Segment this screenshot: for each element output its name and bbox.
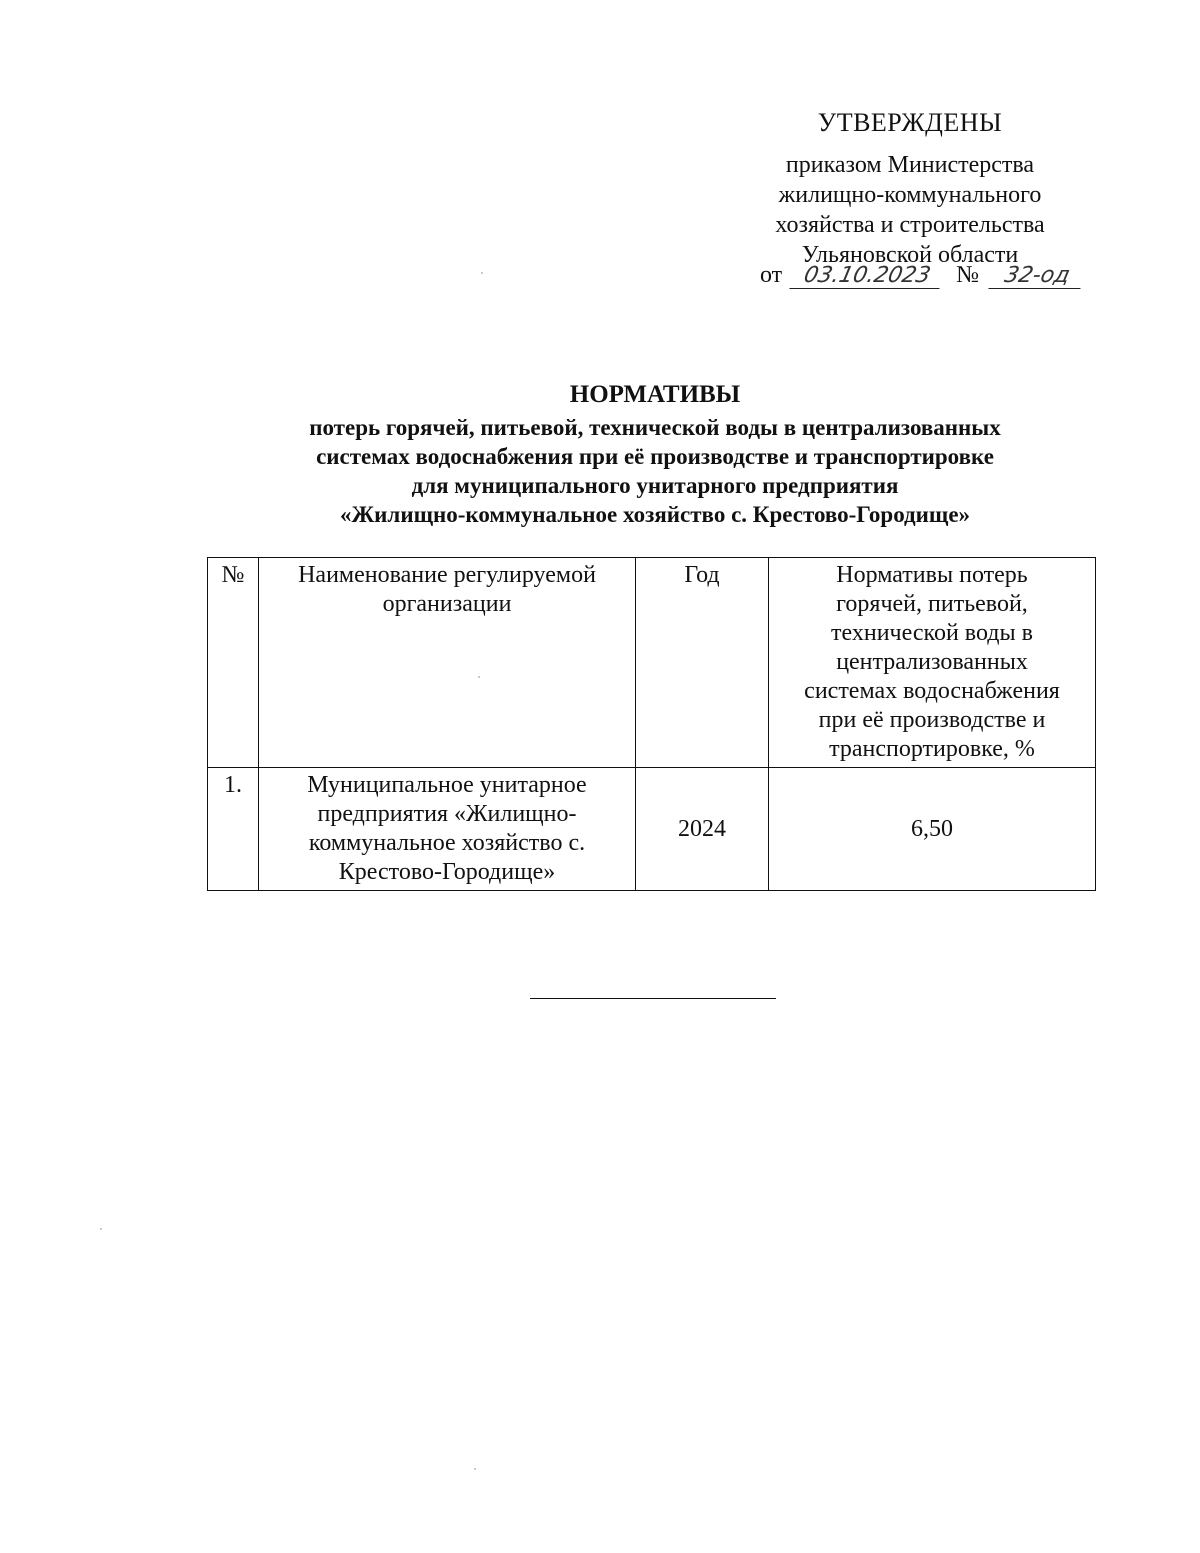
title-line: «Жилищно-коммунальное хозяйство с. Крестово-Городище»	[339, 502, 971, 527]
header-norm-line: централизованных	[836, 649, 1028, 675]
header-name-line: Наименование регулируемой	[298, 562, 596, 588]
header-norm-line: технической воды в	[831, 620, 1033, 646]
row-name-line: коммунальное хозяйство с.	[308, 830, 586, 856]
order-date-number-row	[760, 262, 1083, 289]
table-row	[208, 768, 1096, 891]
approval-line: приказом Министерства	[785, 152, 1035, 178]
table-header-row	[208, 558, 1096, 768]
header-norm-line: Нормативы потерь	[836, 562, 1028, 588]
approval-line: Ульяновской области	[801, 242, 1019, 268]
title-line: системах водоснабжения при её производстве и транспортировке	[316, 444, 994, 469]
date-prefix: от	[760, 262, 783, 288]
approval-block	[740, 108, 1080, 270]
header-norm-line: горячей, питьевой,	[836, 591, 1028, 617]
row-name-line: Муниципальное унитарное	[307, 772, 587, 798]
row-name-line: предприятия «Жилищно-	[317, 801, 577, 827]
header-num: №	[208, 558, 259, 768]
document-title	[205, 380, 1105, 529]
row-value: 6,50	[769, 768, 1096, 891]
header-norm-line: системах водоснабжения	[804, 678, 1060, 704]
number-sign: №	[956, 262, 980, 288]
title-main: НОРМАТИВЫ	[569, 381, 741, 408]
handwritten-number: 32-од	[988, 264, 1085, 289]
scan-speck	[481, 272, 483, 274]
row-name	[259, 768, 636, 891]
row-num: 1.	[208, 768, 259, 891]
scan-speck	[474, 1468, 476, 1470]
header-name-line: организации	[382, 591, 512, 617]
scan-speck	[478, 676, 480, 678]
handwritten-date: 03.10.2023	[790, 264, 945, 289]
closing-divider	[530, 998, 776, 999]
title-line: для муниципального унитарного предприятия	[411, 473, 899, 498]
header-norm-line: транспортировке, %	[829, 736, 1035, 762]
header-year: Год	[636, 558, 769, 768]
norms-table	[207, 557, 1096, 891]
approval-line: жилищно-коммунального	[778, 182, 1042, 208]
title-line: потерь горячей, питьевой, технической воды в централизованных	[309, 415, 1001, 440]
header-norm	[769, 558, 1096, 768]
approval-heading: УТВЕРЖДЕНЫ	[817, 108, 1003, 137]
header-norm-line: при её производстве и	[818, 707, 1046, 733]
approval-line: хозяйства и строительства	[775, 212, 1045, 238]
header-name	[259, 558, 636, 768]
scan-speck	[100, 1228, 102, 1230]
row-name-line: Крестово-Городище»	[338, 859, 556, 885]
row-year: 2024	[636, 768, 769, 891]
